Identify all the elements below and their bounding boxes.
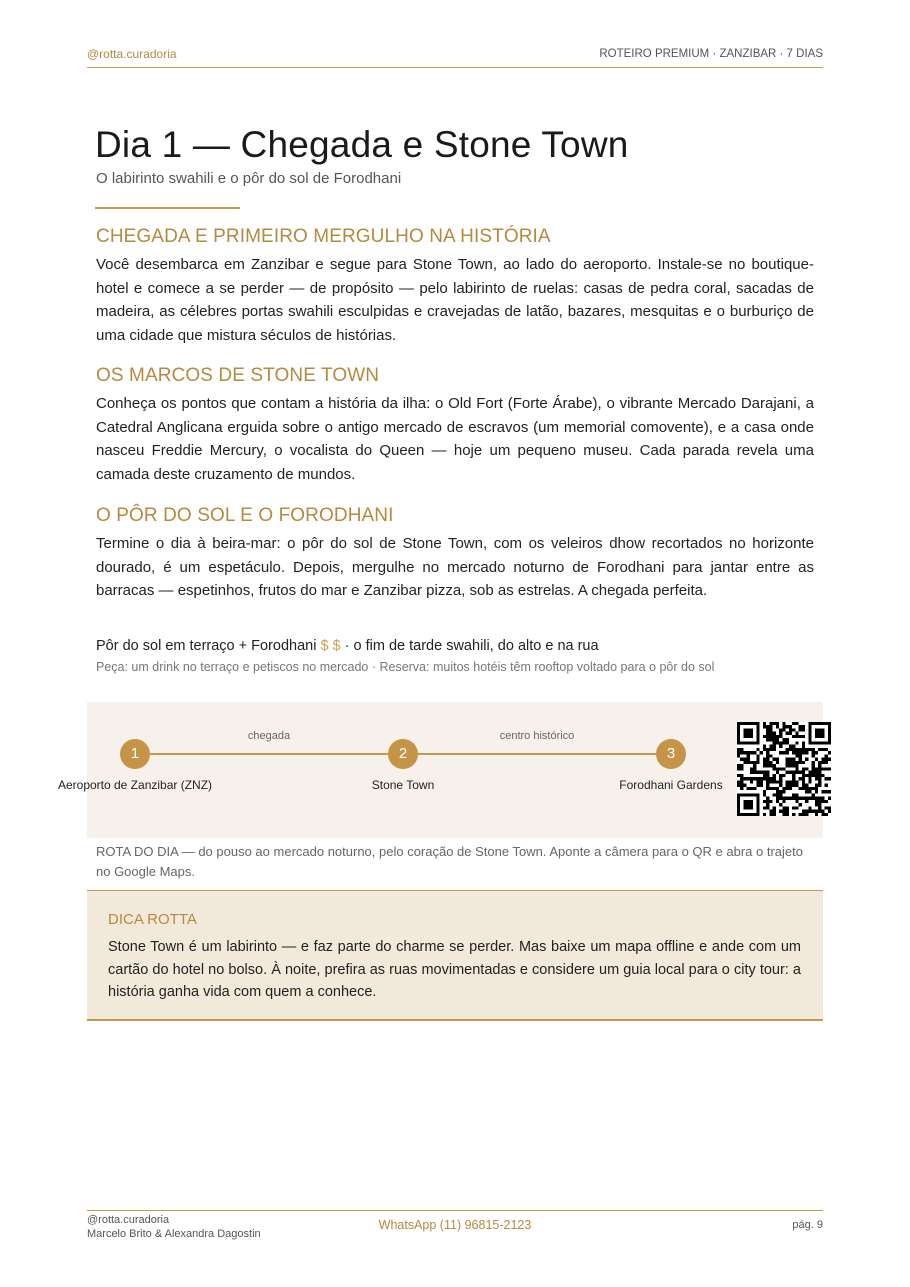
section-heading: O PÔR DO SOL E O FORODHANI [96,505,394,526]
qr-code-icon[interactable] [737,722,831,816]
route-stop-name: Forodhani Gardens [619,778,723,792]
route-segment-label: centro histórico [499,730,575,742]
route-segment-line [403,753,671,755]
whatsapp-contact[interactable]: WhatsApp (11) 96815-2123 [378,1218,532,1232]
route-segment-label: chegada [247,730,291,742]
section-arrival [96,226,814,348]
experience-description: · o fim de tarde swahili, do alto e na rua [344,638,599,654]
section-landmarks [96,365,814,487]
section-body: Conheça os pontos que contam a história da ilha: o Old Fort (Forte Árabe), o vibrante Mercado Darajani, a Catedral Anglicana erguida sobre o antigo mercado de escravos (um memorial comovente), e a casa onde nasceu Freddie Mercury, o vocalista do Queen — hoje um pequeno museu. Cada parada revela uma camada deste cruzamento de mundos. [96,395,814,484]
section-body: Você desembarca em Zanzibar e segue para Stone Town, ao lado do aeroporto. Instale-se no boutique-hotel e comece a se perder — de propósito — pelo labirinto de ruelas: casas de pedra coral, sacadas de madeira, as célebres portas swahili esculpidas e cravejadas de latão, bazares, mesquitas e o burburiço de uma cidade que mistura séculos de histórias. [96,256,814,345]
experience-line [96,638,599,654]
route-stop-marker: 1 [120,739,150,769]
page-header [87,45,823,68]
tip-text: Stone Town é um labirinto — e faz parte do charme se perder. Mas baixe um mapa offline e ande com um cartão do hotel no bolso. À noite, prefira as ruas movimentadas e considere um guia local para o city tour: a história ganha vida com quem a conhece. [108,939,801,1000]
price-level: $ $ [320,638,341,654]
experience-note: Peça: um drink no terraço e petiscos no mercado · Reserva: muitos hotéis têm rooftop voltado para o pôr do sol [96,660,715,674]
page-number: pág. 9 [792,1219,823,1231]
route-stop-name: Aeroporto de Zanzibar (ZNZ) [57,778,213,792]
section-heading: OS MARCOS DE STONE TOWN [96,365,380,386]
experience-name: Pôr do sol em terraço + Forodhani [96,638,317,654]
route-stop-name: Stone Town [371,778,435,792]
route-map [57,702,823,838]
section-sunset [96,505,814,603]
title-divider [95,207,240,209]
section-heading: CHEGADA E PRIMEIRO MERGULHO NA HISTÓRIA [96,226,551,247]
header-brand: @rotta.curadoria [87,47,177,61]
tip-title: DICA ROTTA [108,911,197,928]
day-title: Dia 1 — Chegada e Stone Town [95,124,629,165]
route-stop-marker: 3 [656,739,686,769]
header-document-title: ROTEIRO PREMIUM · ZANZIBAR · 7 DIAS [599,48,823,60]
page-footer [87,1210,823,1251]
tip-box [87,890,823,1021]
section-body: Termine o dia à beira-mar: o pôr do sol de Stone Town, com os veleiros dhow recortados no horizonte dourado, é um espetáculo. Depois, mergulhe no mercado noturno de Forodhani para jantar entre as barracas — espetinhos, frutos do mar e Zanzibar pizza, sob as estrelas. A chegada perfeita. [96,535,814,600]
route-caption: ROTA DO DIA — do pouso ao mercado noturno, pelo coração de Stone Town. Aponte a câmera para o QR e abra o trajeto no Google Maps. [96,844,803,879]
footer-authors: Marcelo Brito & Alexandra Dagostin [87,1228,261,1240]
route-stop-marker: 2 [388,739,418,769]
day-subtitle: O labirinto swahili e o pôr do sol de Forodhani [96,170,402,187]
footer-handle: @rotta.curadoria [87,1214,170,1226]
route-segment-line [135,753,403,755]
